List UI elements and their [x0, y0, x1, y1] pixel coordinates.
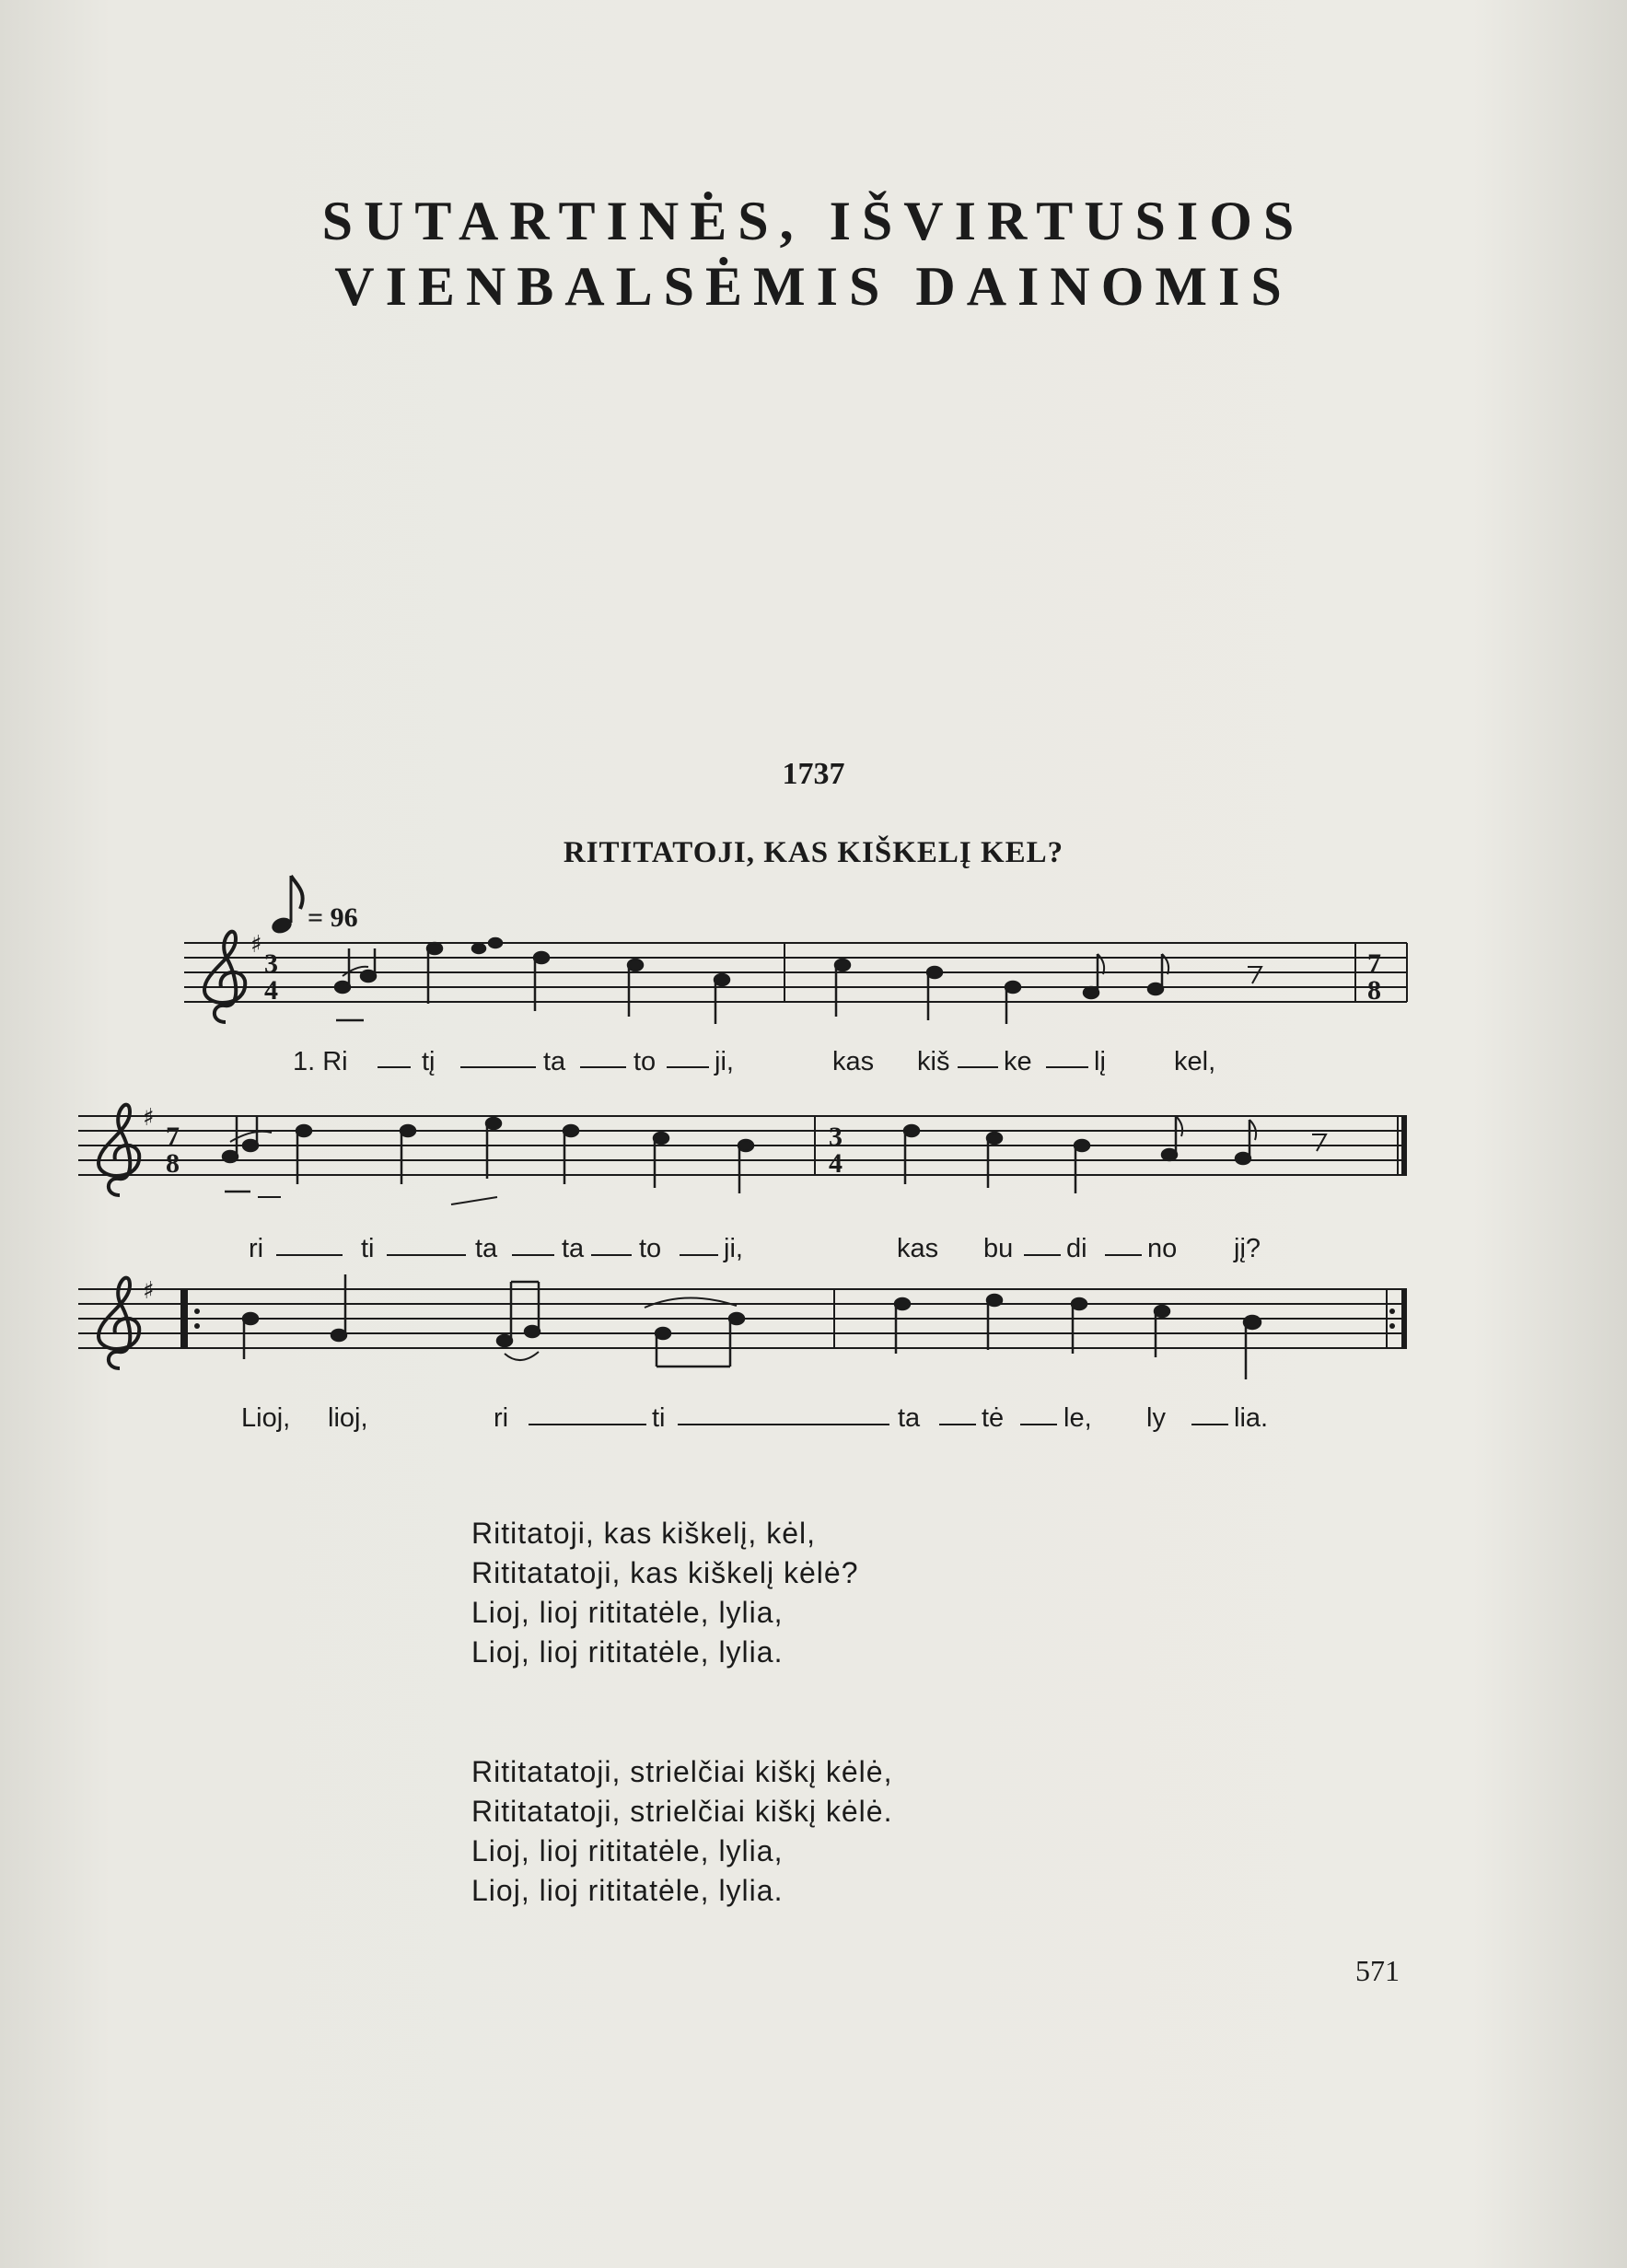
lyric-syllable: lia.: [1234, 1403, 1269, 1433]
lyric-extender: [1105, 1254, 1142, 1256]
lyric-syllable: ri: [494, 1403, 509, 1433]
section-title-line-1: SUTARTINĖS, IŠVIRTUSIOS: [321, 191, 1306, 251]
svg-text:8: 8: [1367, 975, 1381, 1006]
verse-line: Lioj, lioj rititatėle, lylia,: [471, 1834, 784, 1867]
verse-line: Rititatatoji, strielčiai kiškį kėlė.: [471, 1795, 893, 1828]
lyric-syllable: tį: [422, 1047, 436, 1076]
lyric-syllable: ri: [249, 1234, 264, 1263]
lyric-extender: [678, 1424, 889, 1425]
lyric-extender: [378, 1066, 411, 1068]
svg-text:♯: ♯: [143, 1104, 155, 1132]
song-title: RITITATOJI, KAS KIŠKELĮ KEL?: [563, 836, 1064, 869]
verse-line: Rititatatoji, kas kiškelį kėlė?: [471, 1556, 859, 1589]
verse-line: Lioj, lioj rititatėle, lylia,: [471, 1596, 784, 1629]
lyric-syllable: 1. Ri: [293, 1047, 348, 1076]
svg-text:7: 7: [166, 1122, 180, 1152]
lyric-extender: [939, 1424, 976, 1425]
svg-text:7: 7: [1367, 948, 1381, 979]
svg-text:8: 8: [166, 1148, 180, 1179]
lyric-syllable: kiš: [917, 1047, 950, 1076]
lyric-extender: [958, 1066, 998, 1068]
lyric-syllable: lioj,: [328, 1403, 368, 1433]
svg-text:3: 3: [264, 948, 278, 979]
verse-2: [471, 1752, 892, 1911]
svg-text:4: 4: [264, 975, 278, 1006]
lyric-syllable: jį?: [1234, 1234, 1261, 1263]
lyric-extender: [667, 1066, 709, 1068]
lyric-syllable: ti: [652, 1403, 666, 1433]
lyric-syllable: lį: [1094, 1047, 1106, 1076]
lyric-syllable: kel,: [1174, 1047, 1216, 1076]
lyric-syllable: no: [1147, 1234, 1178, 1263]
lyric-syllable: ta: [562, 1234, 585, 1263]
lyric-extender: [1191, 1424, 1228, 1425]
tempo-value: = 96: [308, 902, 358, 933]
lyric-syllable: bu: [983, 1234, 1014, 1263]
lyric-extender: [1046, 1066, 1088, 1068]
lyric-syllable: to: [639, 1234, 662, 1263]
lyric-syllable: ta: [543, 1047, 566, 1076]
lyric-extender: [276, 1254, 343, 1256]
svg-text:4: 4: [829, 1148, 843, 1179]
verse-line: Rititatoji, kas kiškelį, kėl,: [471, 1517, 816, 1550]
lyric-extender: [680, 1254, 718, 1256]
lyric-syllable: Lioj,: [241, 1403, 291, 1433]
lyric-syllable: ta: [475, 1234, 498, 1263]
section-title-line-2: VIENBALSĖMIS DAINOMIS: [334, 256, 1293, 317]
lyric-syllable: ly: [1146, 1403, 1166, 1433]
lyric-extender: [580, 1066, 626, 1068]
svg-text:♯: ♯: [143, 1277, 155, 1305]
verse-1: [471, 1514, 858, 1672]
lyric-syllable: ji,: [724, 1234, 743, 1263]
lyric-syllable: ke: [1004, 1047, 1032, 1076]
lyric-syllable: ti: [361, 1234, 375, 1263]
lyric-syllable: ta: [898, 1403, 921, 1433]
verse-line: Lioj, lioj rititatėle, lylia.: [471, 1874, 784, 1907]
lyric-syllable: kas: [897, 1234, 939, 1263]
song-number: 1737: [782, 757, 845, 791]
lyric-syllable: di: [1066, 1234, 1087, 1263]
lyric-extender: [512, 1254, 554, 1256]
page-number: 571: [1355, 1954, 1400, 1987]
lyric-extender: [529, 1424, 646, 1425]
lyric-syllable: ji,: [715, 1047, 734, 1076]
verse-line: Rititatatoji, strielčiai kiškį kėlė,: [471, 1755, 893, 1788]
lyric-extender: [1024, 1254, 1061, 1256]
lyric-syllable: to: [633, 1047, 657, 1076]
verse-line: Lioj, lioj rititatėle, lylia.: [471, 1635, 784, 1669]
lyric-extender: [387, 1254, 466, 1256]
svg-text:♯: ♯: [250, 931, 262, 959]
svg-text:3: 3: [829, 1122, 843, 1152]
lyric-syllable: tė: [982, 1403, 1005, 1433]
lyric-extender: [1020, 1424, 1057, 1425]
lyric-extender: [460, 1066, 536, 1068]
lyric-extender: [591, 1254, 632, 1256]
lyric-syllable: kas: [832, 1047, 875, 1076]
lyric-syllable: le,: [1063, 1403, 1092, 1433]
